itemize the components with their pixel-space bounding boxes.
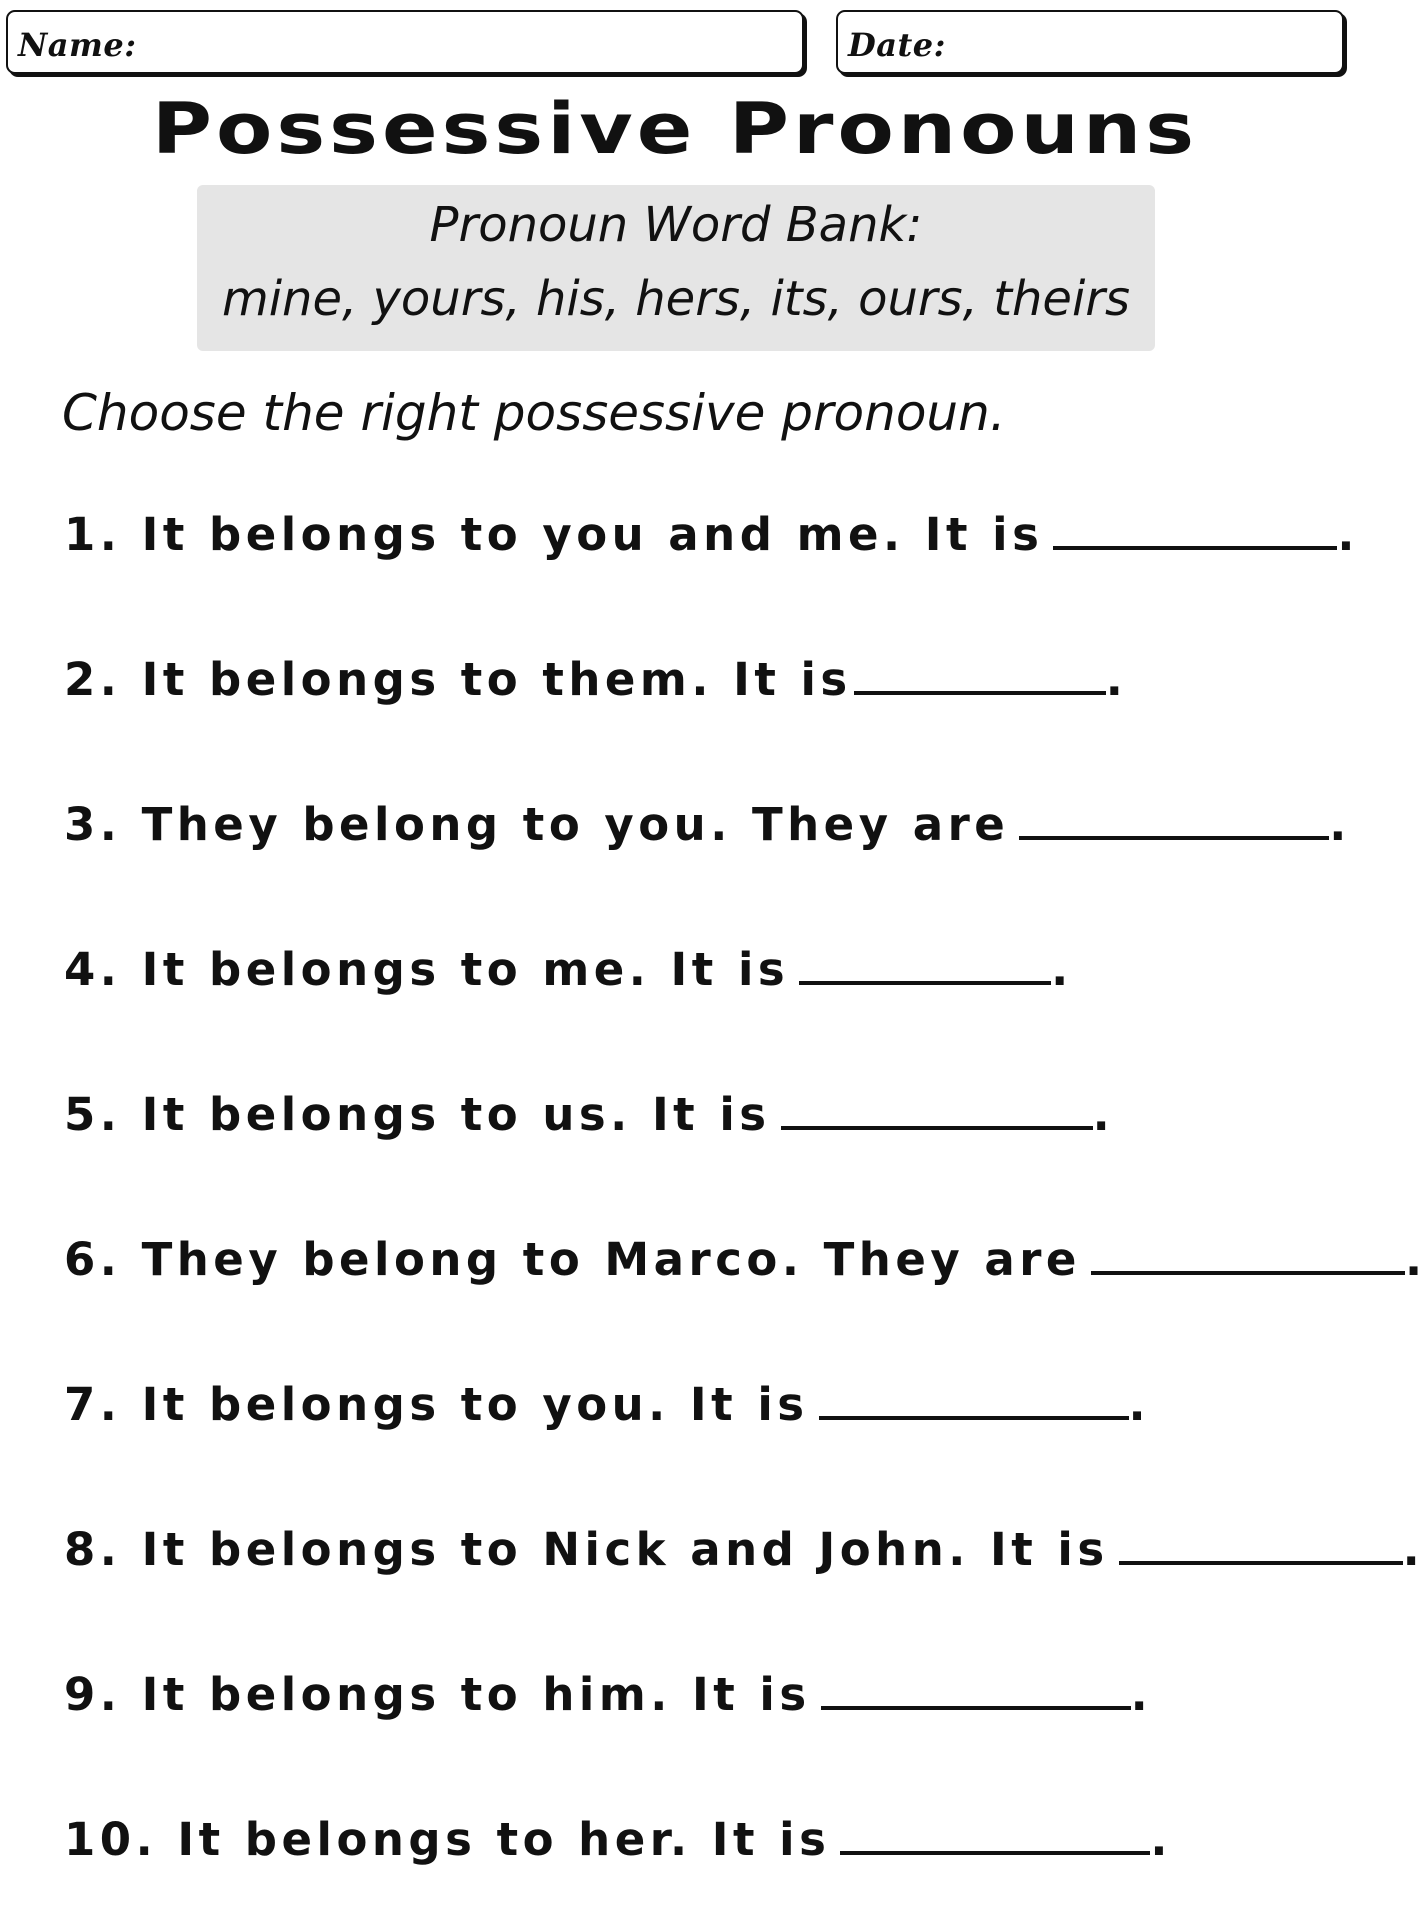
word-bank-box xyxy=(197,185,1155,351)
period: . xyxy=(1404,1233,1422,1286)
question-9 xyxy=(64,1665,1148,1725)
header-fields xyxy=(6,10,1344,78)
question-5 xyxy=(64,1085,1110,1145)
period: . xyxy=(1092,1088,1110,1141)
question-6 xyxy=(64,1230,1422,1290)
answer-blank[interactable] xyxy=(840,1811,1150,1855)
instructions: Choose the right possessive pronoun. xyxy=(62,384,1006,442)
question-10 xyxy=(64,1810,1168,1870)
question-text: 2. It belongs to them. It is xyxy=(64,653,852,706)
answer-blank[interactable] xyxy=(854,651,1106,695)
question-1 xyxy=(64,505,1355,565)
period: . xyxy=(1150,1813,1168,1866)
question-text: 9. It belongs to him. It is xyxy=(64,1668,811,1721)
question-text: 5. It belongs to us. It is xyxy=(64,1088,771,1141)
question-text: 8. It belongs to Nick and John. It is xyxy=(64,1523,1109,1576)
question-text: 6. They belong to Marco. They are xyxy=(64,1233,1081,1286)
word-bank-title: Pronoun Word Bank: xyxy=(429,197,923,253)
answer-blank[interactable] xyxy=(819,1376,1129,1420)
answer-blank[interactable] xyxy=(799,941,1051,985)
word-bank-words: mine, yours, his, hers, its, ours, theirs xyxy=(221,271,1131,327)
worksheet-title: Possessive Pronouns xyxy=(151,88,1199,171)
question-7 xyxy=(64,1375,1146,1435)
period: . xyxy=(1128,1378,1146,1431)
name-label: Name: xyxy=(18,26,137,64)
period: . xyxy=(1337,508,1355,561)
answer-blank[interactable] xyxy=(1053,506,1337,550)
question-4 xyxy=(64,940,1068,1000)
answer-blank[interactable] xyxy=(781,1086,1093,1130)
answer-blank[interactable] xyxy=(1019,796,1329,840)
period: . xyxy=(1402,1523,1420,1576)
date-label: Date: xyxy=(848,26,946,64)
question-8 xyxy=(64,1520,1420,1580)
question-text: 10. It belongs to her. It is xyxy=(64,1813,831,1866)
answer-blank[interactable] xyxy=(1119,1521,1403,1565)
period: . xyxy=(1051,943,1069,996)
period: . xyxy=(1130,1668,1148,1721)
period: . xyxy=(1329,798,1347,851)
question-text: 4. It belongs to me. It is xyxy=(64,943,790,996)
answer-blank[interactable] xyxy=(821,1666,1131,1710)
period: . xyxy=(1105,653,1123,706)
date-field[interactable] xyxy=(836,10,1344,74)
question-2 xyxy=(64,650,1123,710)
question-3 xyxy=(64,795,1346,855)
question-text: 1. It belongs to you and me. It is xyxy=(64,508,1044,561)
name-field[interactable] xyxy=(6,10,804,74)
question-text: 3. They belong to you. They are xyxy=(64,798,1010,851)
question-text: 7. It belongs to you. It is xyxy=(64,1378,809,1431)
answer-blank[interactable] xyxy=(1091,1231,1405,1275)
